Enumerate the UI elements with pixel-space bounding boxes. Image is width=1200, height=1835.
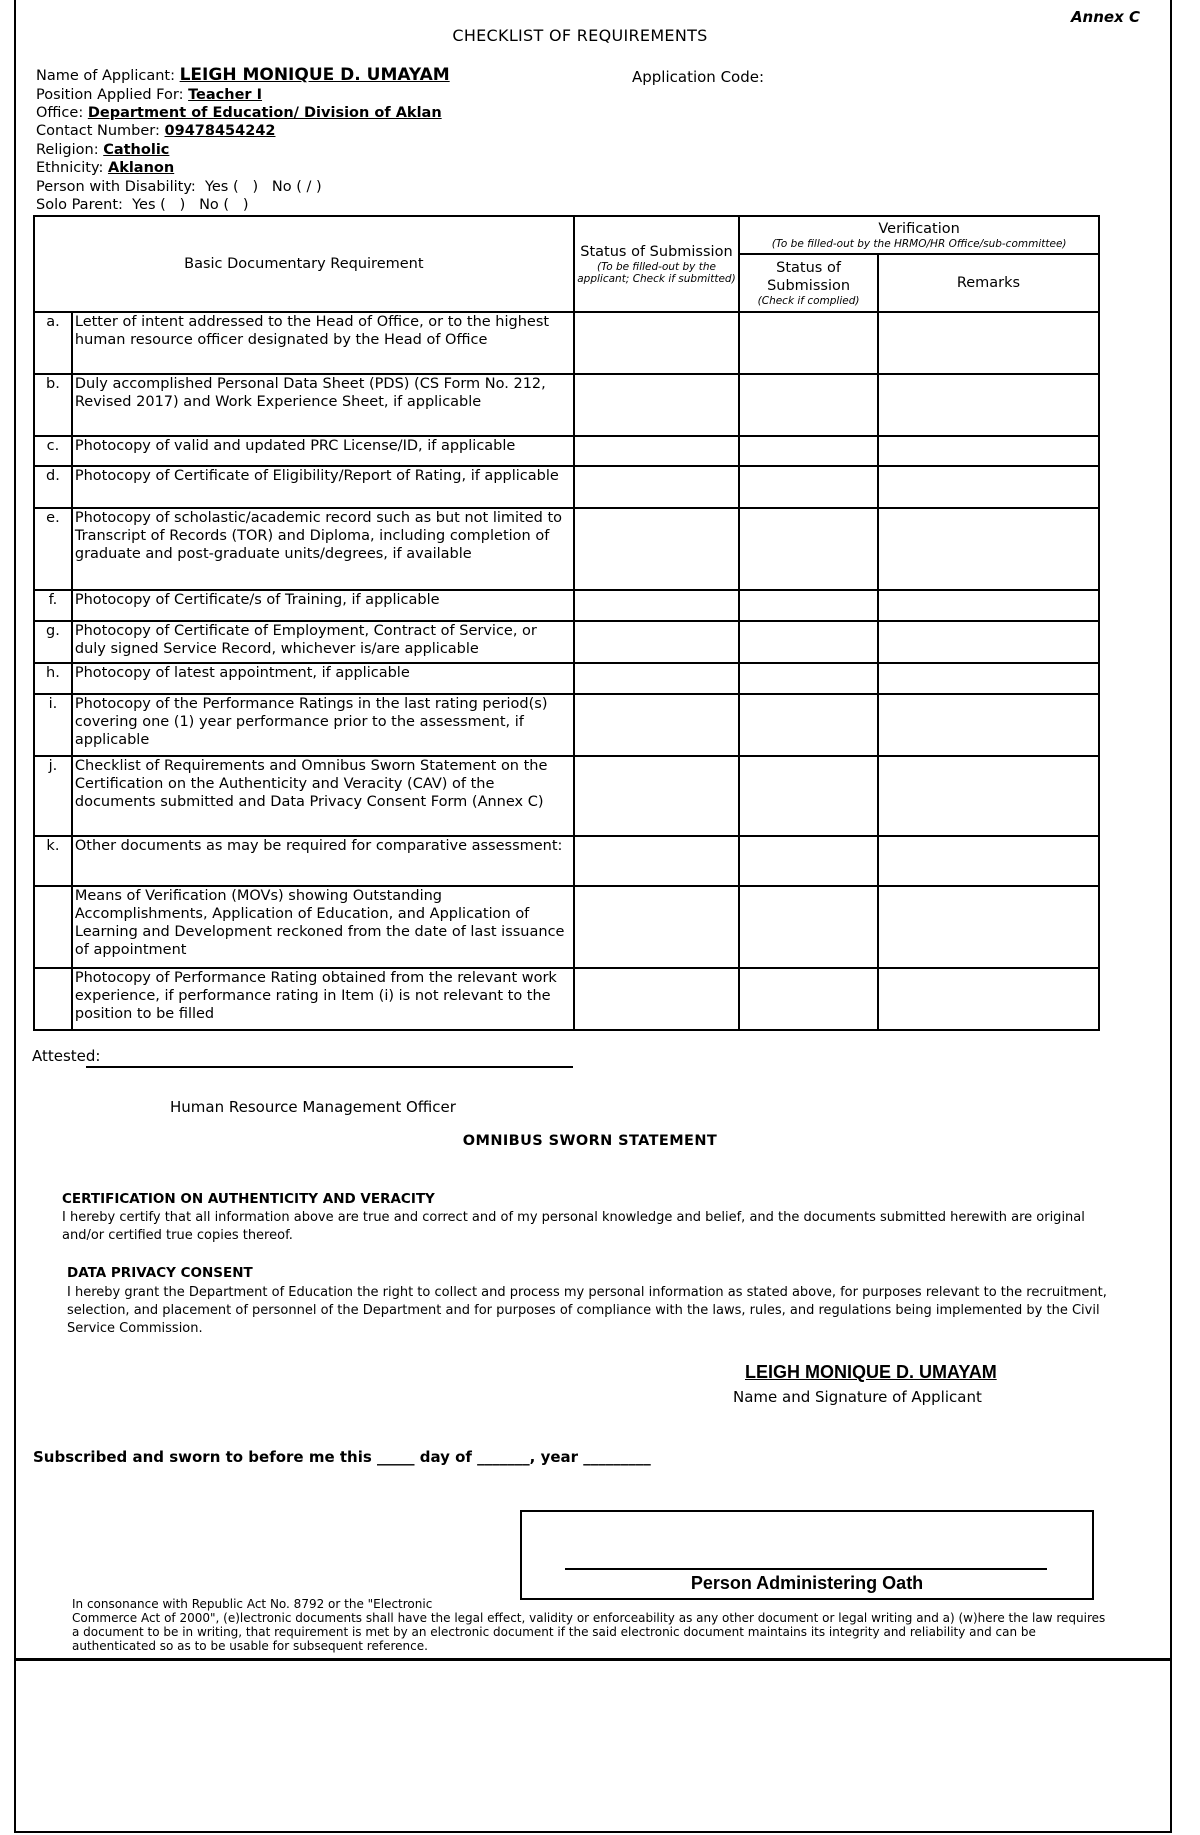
cert-heading: CERTIFICATION ON AUTHENTICITY AND VERACITY <box>62 1191 435 1207</box>
verification-status-cell[interactable] <box>739 466 878 508</box>
data-privacy-heading: DATA PRIVACY CONSENT <box>67 1265 253 1281</box>
status-checkbox-cell[interactable] <box>574 374 740 436</box>
omnibus-title: OMNIBUS SWORN STATEMENT <box>462 1133 718 1149</box>
header-verification-note: (To be filled-out by the HRMO/HR Office/sub-committee) <box>771 238 1067 250</box>
attested-signature-line <box>86 1066 573 1068</box>
requirements-table <box>33 215 1100 1031</box>
requirement-row <box>34 312 1099 374</box>
requirement-text: Letter of intent addressed to the Head of Office, or to the highest human resource officer designated by the Head of Office <box>72 312 574 374</box>
requirement-letter: d. <box>34 466 72 508</box>
oath-label: Person Administering Oath <box>690 1573 924 1593</box>
contact-value: 09478454242 <box>164 123 276 139</box>
verification-status-cell[interactable] <box>739 694 878 756</box>
requirement-row <box>34 968 1099 1030</box>
requirement-text: Photocopy of the Performance Ratings in the last rating period(s) covering one (1) year performance prior to the assessment, if applicable <box>72 694 574 756</box>
requirement-row <box>34 374 1099 436</box>
remarks-cell[interactable] <box>878 374 1099 436</box>
applicant-signature-name: LEIGH MONIQUE D. UMAYAM <box>745 1362 997 1382</box>
remarks-cell[interactable] <box>878 590 1099 621</box>
remarks-cell[interactable] <box>878 694 1099 756</box>
position-value: Teacher I <box>188 87 263 103</box>
office-row <box>36 104 442 123</box>
application-code-label: Application Code: <box>632 68 765 86</box>
applicant-name-row <box>36 66 450 86</box>
remarks-cell[interactable] <box>878 968 1099 1030</box>
header-status <box>574 216 740 312</box>
requirement-row <box>34 590 1099 621</box>
status-checkbox-cell[interactable] <box>574 886 740 968</box>
oath-signature-line <box>565 1568 1047 1570</box>
verification-status-cell[interactable] <box>739 968 878 1030</box>
status-checkbox-cell[interactable] <box>574 466 740 508</box>
remarks-cell[interactable] <box>878 466 1099 508</box>
requirement-row <box>34 436 1099 466</box>
data-privacy-body: I hereby grant the Department of Education the right to collect and process my personal information as stated above, for purposes relevant to the recruitment, selection, and placement of personnel of the Department and for purposes of compliance with the laws, rules, and regulations being implemented by the Civil Service Commission. <box>67 1285 1107 1336</box>
verification-status-cell[interactable] <box>739 374 878 436</box>
header-status-label: Status of Submission <box>580 244 733 260</box>
bottom-divider <box>14 1658 1172 1661</box>
contact-label: Contact Number: <box>36 123 160 139</box>
law-note-line-1: In consonance with Republic Act No. 8792 or the "Electronic <box>72 1597 433 1611</box>
header-status-note: (To be filled-out by the applicant; Check if submitted) <box>577 261 736 285</box>
page-title: CHECKLIST OF REQUIREMENTS <box>452 26 708 45</box>
requirement-text: Photocopy of Performance Rating obtained from the relevant work experience, if performance rating in Item (i) is not relevant to the position to be filled <box>72 968 574 1030</box>
requirement-text: Photocopy of Certificate of Eligibility/Report of Rating, if applicable <box>72 466 574 508</box>
requirement-row <box>34 836 1099 886</box>
remarks-cell[interactable] <box>878 508 1099 590</box>
status-checkbox-cell[interactable] <box>574 590 740 621</box>
status-checkbox-cell[interactable] <box>574 968 740 1030</box>
requirement-letter: b. <box>34 374 72 436</box>
cert-body: I hereby certify that all information above are true and correct and of my personal knowledge and belief, and the documents submitted herewith are original and/or certified true copies thereof. <box>62 1210 1085 1243</box>
header-ver-status-note: (Check if complied) <box>757 295 860 307</box>
requirement-row <box>34 466 1099 508</box>
header-remarks: Remarks <box>878 254 1099 312</box>
solo-parent-row: Solo Parent: Yes ( ) No ( ) <box>36 197 249 213</box>
requirement-text: Photocopy of Certificate of Employment, Contract of Service, or duly signed Service Record, whichever is/are applicable <box>72 621 574 663</box>
requirement-text: Means of Verification (MOVs) showing Outstanding Accomplishments, Application of Education, and Application of Learning and Development reckoned from the date of last issuance of appointment <box>72 886 574 968</box>
verification-status-cell[interactable] <box>739 836 878 886</box>
header-verification <box>739 216 1099 254</box>
requirement-text: Other documents as may be required for comparative assessment: <box>72 836 574 886</box>
attested-label: Attested: <box>32 1047 101 1065</box>
requirement-letter <box>34 968 72 1030</box>
status-checkbox-cell[interactable] <box>574 312 740 374</box>
requirement-letter: g. <box>34 621 72 663</box>
requirement-row <box>34 663 1099 694</box>
verification-status-cell[interactable] <box>739 436 878 466</box>
header-requirement: Basic Documentary Requirement <box>34 216 574 312</box>
requirement-row <box>34 508 1099 590</box>
remarks-cell[interactable] <box>878 436 1099 466</box>
status-checkbox-cell[interactable] <box>574 836 740 886</box>
requirement-letter: j. <box>34 756 72 836</box>
requirement-row <box>34 694 1099 756</box>
remarks-cell[interactable] <box>878 663 1099 694</box>
ethnicity-label: Ethnicity: <box>36 160 104 176</box>
sworn-statement: Subscribed and sworn to before me this _____ day of _______, year _________ <box>33 1448 651 1466</box>
requirement-text: Photocopy of valid and updated PRC License/ID, if applicable <box>72 436 574 466</box>
requirement-row <box>34 621 1099 663</box>
ethnicity-value: Aklanon <box>107 160 175 176</box>
requirement-row <box>34 756 1099 836</box>
position-label: Position Applied For: <box>36 87 184 103</box>
hrmo-label: Human Resource Management Officer <box>170 1098 456 1116</box>
requirement-text: Photocopy of scholastic/academic record such as but not limited to Transcript of Records (TOR) and Diploma, including completion of graduate and post-graduate units/degrees, if available <box>72 508 574 590</box>
requirement-letter: a. <box>34 312 72 374</box>
requirement-letter: k. <box>34 836 72 886</box>
header-ver-status-label: Status of Submission <box>767 260 851 294</box>
remarks-cell[interactable] <box>878 836 1099 886</box>
requirement-row <box>34 886 1099 968</box>
remarks-cell[interactable] <box>878 312 1099 374</box>
requirement-letter: c. <box>34 436 72 466</box>
status-checkbox-cell[interactable] <box>574 508 740 590</box>
religion-label: Religion: <box>36 142 99 158</box>
remarks-cell[interactable] <box>878 621 1099 663</box>
header-verification-label: Verification <box>878 221 960 237</box>
religion-value: Catholic <box>103 142 170 158</box>
status-checkbox-cell[interactable] <box>574 621 740 663</box>
status-checkbox-cell[interactable] <box>574 436 740 466</box>
ethnicity-row <box>36 159 174 178</box>
position-row <box>36 86 262 105</box>
verification-status-cell[interactable] <box>739 590 878 621</box>
requirement-text: Photocopy of Certificate/s of Training, if applicable <box>72 590 574 621</box>
verification-status-cell[interactable] <box>739 621 878 663</box>
status-checkbox-cell[interactable] <box>574 663 740 694</box>
applicant-name-label: Name of Applicant: <box>36 68 175 84</box>
verification-status-cell[interactable] <box>739 508 878 590</box>
verification-status-cell[interactable] <box>739 663 878 694</box>
applicant-name: LEIGH MONIQUE D. UMAYAM <box>179 65 450 85</box>
status-checkbox-cell[interactable] <box>574 694 740 756</box>
requirement-letter: f. <box>34 590 72 621</box>
requirement-text: Photocopy of latest appointment, if applicable <box>72 663 574 694</box>
remarks-cell[interactable] <box>878 886 1099 968</box>
remarks-cell[interactable] <box>878 756 1099 836</box>
religion-row <box>36 141 169 160</box>
requirement-letter: i. <box>34 694 72 756</box>
status-checkbox-cell[interactable] <box>574 756 740 836</box>
pwd-row: Person with Disability: Yes ( ) No ( / ) <box>36 179 322 195</box>
law-note-body: Commerce Act of 2000", (e)lectronic documents shall have the legal effect, validity or enforceability as any other document or legal writing and a) (w)here the law requires a document to be in writing, that requirement is met by an electronic document if the said electronic document maintains its integrity and reliability and can be authenticated so as to be usable for subsequent reference. <box>72 1611 1106 1653</box>
requirement-text: Checklist of Requirements and Omnibus Sworn Statement on the Certification on the Authenticity and Veracity (CAV) of the documents submitted and Data Privacy Consent Form (Annex C) <box>72 756 574 836</box>
header-ver-status <box>739 254 878 312</box>
requirement-letter: h. <box>34 663 72 694</box>
verification-status-cell[interactable] <box>739 312 878 374</box>
verification-status-cell[interactable] <box>739 756 878 836</box>
annex-label: Annex C <box>1070 8 1140 26</box>
applicant-signature-caption: Name and Signature of Applicant <box>733 1388 982 1406</box>
requirement-letter: e. <box>34 508 72 590</box>
header-row-1 <box>34 216 1099 254</box>
office-value: Department of Education/ Division of Aklan <box>87 105 442 121</box>
requirement-letter <box>34 886 72 968</box>
verification-status-cell[interactable] <box>739 886 878 968</box>
contact-row <box>36 122 276 141</box>
office-label: Office: <box>36 105 84 121</box>
requirement-text: Duly accomplished Personal Data Sheet (PDS) (CS Form No. 212, Revised 2017) and Work Experience Sheet, if applicable <box>72 374 574 436</box>
